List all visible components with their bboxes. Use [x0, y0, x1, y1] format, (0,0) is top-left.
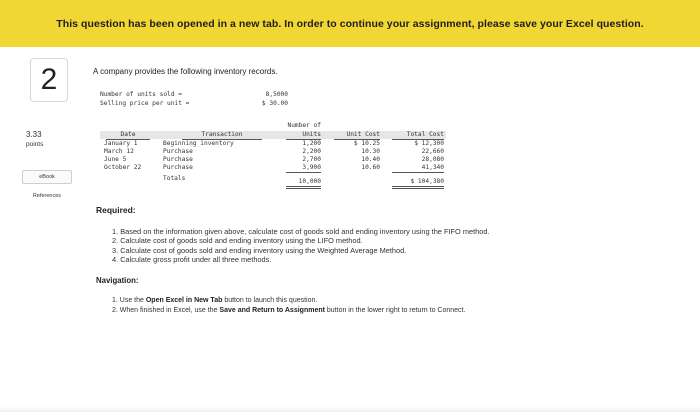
navigation-text: 2. When finished in Excel, use the	[112, 306, 220, 314]
row-transaction: Purchase	[163, 156, 193, 163]
navigation-text: button to launch this question.	[222, 297, 318, 304]
given-data	[100, 91, 288, 108]
row-unit-cost: 10.30	[361, 148, 380, 155]
header-date: Date	[120, 131, 136, 138]
row-total-cost: $ 12,300	[414, 140, 444, 147]
navigation-item	[112, 306, 465, 316]
given-row-units-sold	[100, 91, 288, 100]
points-label: points	[26, 141, 44, 148]
row-total-cost: 22,660	[421, 148, 444, 155]
question-prompt: A company provides the following inventory records.	[93, 67, 278, 76]
navigation-heading: Navigation:	[96, 276, 139, 285]
header-units-line2: Units	[302, 131, 321, 138]
row-date: January 1	[104, 140, 138, 147]
navigation-list	[112, 296, 465, 315]
required-list	[112, 227, 490, 264]
row-units: 2,200	[302, 148, 321, 155]
open-excel-reference: Open Excel in New Tab	[145, 297, 223, 304]
row-date: June 5	[104, 156, 127, 163]
header-unit-cost: Unit Cost	[346, 131, 380, 138]
total-double-underline	[392, 186, 444, 187]
ebook-button[interactable]: eBook	[22, 170, 72, 184]
row-date: March 12	[104, 148, 134, 155]
header-total-cost: Total Cost	[406, 131, 444, 138]
navigation-item	[112, 296, 465, 306]
header-transaction: Transaction	[201, 131, 243, 138]
points-value: 3.33	[26, 130, 42, 139]
subtotal-underline	[392, 172, 444, 173]
header-units-line1: Number of	[287, 122, 321, 129]
notice-banner	[0, 0, 700, 47]
given-label: Selling price per unit =	[100, 99, 190, 107]
given-label: Number of units sold =	[100, 91, 182, 98]
row-units: 1,200	[302, 140, 321, 147]
total-double-underline	[392, 188, 444, 189]
required-item: 1. Based on the information given above, calculate cost of goods sold and ending inventory using the FIFO method.	[112, 227, 490, 236]
given-value: $ 30.00	[261, 99, 288, 107]
row-transaction: Purchase	[163, 164, 193, 171]
totals-units: 10,000	[298, 178, 321, 185]
save-return-reference: Save and Return to Assignment	[219, 306, 325, 314]
row-units: 3,900	[302, 164, 321, 171]
row-unit-cost: 10.40	[361, 156, 380, 163]
row-total-cost: 41,340	[421, 164, 444, 171]
references-link[interactable]: References	[32, 193, 62, 199]
totals-total-cost: $ 104,380	[410, 178, 444, 185]
question-number: 2	[30, 58, 68, 102]
bottom-shadow	[0, 406, 700, 412]
given-value: 8,5000	[265, 91, 288, 98]
required-heading: Required:	[96, 205, 136, 215]
row-date: October 22	[104, 164, 142, 171]
notice-banner-text: This question has been opened in a new tab. In order to continue your assignment, please save your Excel question.	[56, 17, 644, 30]
row-unit-cost: $ 10.25	[353, 140, 380, 147]
navigation-text: button in the lower right to return to Connect.	[324, 306, 466, 314]
required-item: 2. Calculate cost of goods sold and ending inventory using the LIFO method.	[112, 236, 363, 246]
row-transaction: Purchase	[163, 148, 193, 155]
total-double-underline	[286, 188, 321, 189]
row-unit-cost: 10.60	[361, 164, 380, 171]
navigation-text: 1. Use the	[112, 297, 146, 304]
total-double-underline	[286, 186, 321, 187]
row-total-cost: 28,080	[421, 156, 444, 163]
required-item: 4. Calculate gross profit under all three methods.	[112, 254, 272, 264]
given-row-selling-price	[100, 100, 288, 109]
inventory-table	[100, 121, 446, 195]
row-units: 2,700	[302, 156, 321, 163]
subtotal-underline	[286, 172, 321, 173]
row-transaction: Beginning inventory	[163, 140, 234, 147]
required-item: 3. Calculate cost of goods sold and ending inventory using the Weighted Average Method.	[112, 245, 407, 255]
totals-label: Totals	[163, 175, 186, 182]
